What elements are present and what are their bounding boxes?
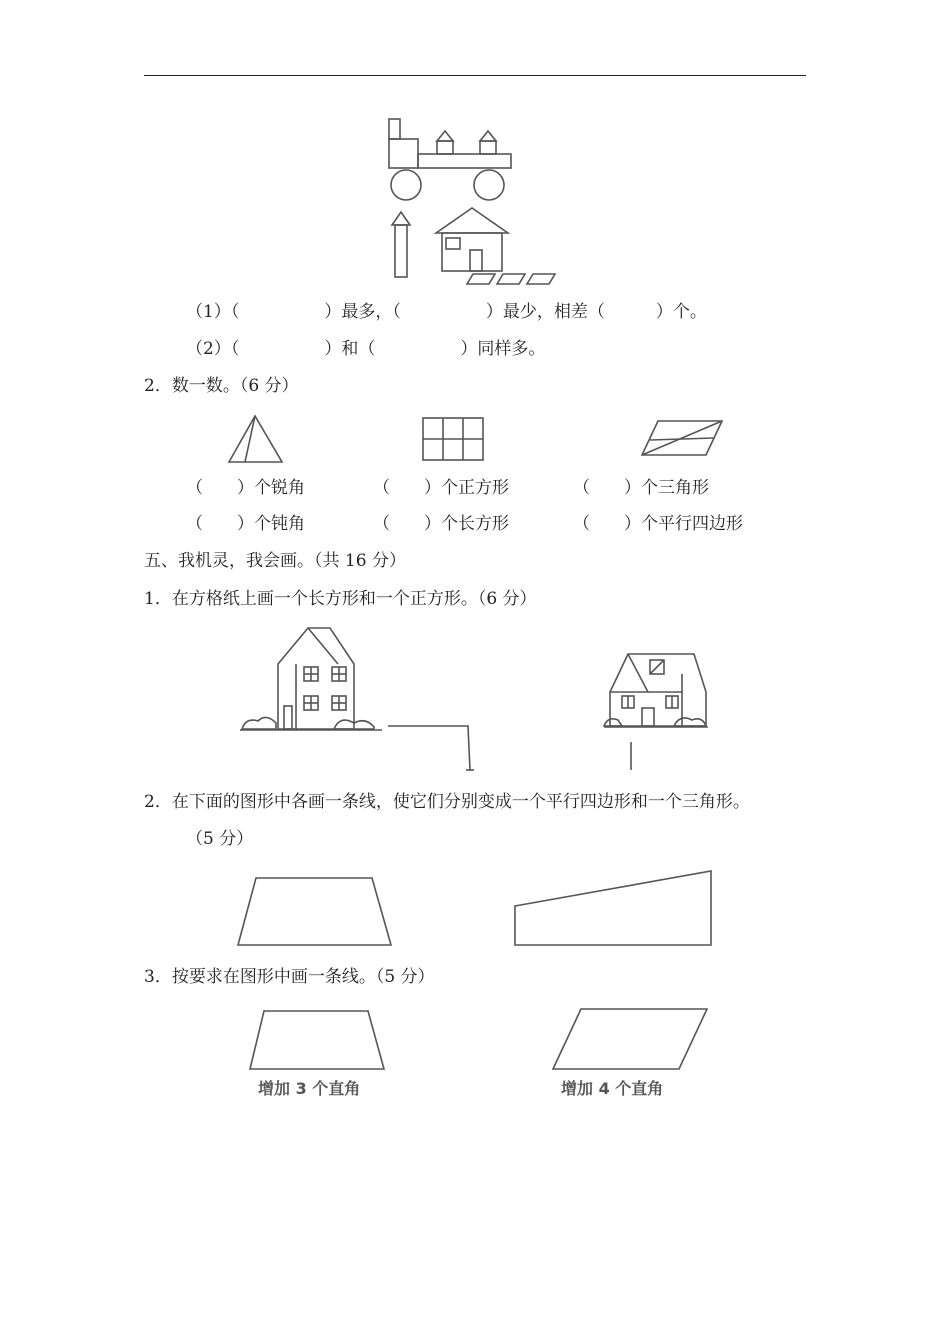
grid-rectangles-figure	[421, 416, 485, 462]
q5-1-title: 1．在方格纸上画一个长方形和一个正方形。（6 分）	[144, 589, 537, 609]
trapezoid-figure	[236, 875, 394, 948]
caption-add-3-right-angles: 增加 3 个直角	[258, 1079, 361, 1098]
q5-2-title: 2．在下面的图形中各画一条线，使它们分别变成一个平行四边形和一个三角形。	[144, 792, 750, 812]
parallelogram-figure	[551, 1006, 709, 1103]
q4-1-sub1: （1）（ ）最多，（ ）最少，相差（ ）个。	[186, 302, 707, 322]
count-acute-angles: （ ）个锐角	[186, 478, 305, 498]
q4-2-title: 2．数一数。（6 分）	[144, 376, 299, 396]
parallelogram-triangles-figure	[640, 418, 724, 458]
count-obtuse-angles: （ ）个钝角	[186, 514, 305, 534]
count-squares: （ ）个正方形	[373, 478, 509, 498]
houses-figure	[238, 624, 708, 774]
q5-3-title: 3．按要求在图形中画一条线。（5 分）	[144, 967, 435, 987]
section5-title: 五、我机灵，我会画。（共 16 分）	[144, 551, 406, 571]
count-rectangles: （ ）个长方形	[373, 514, 509, 534]
header-rule	[144, 75, 806, 76]
q5-2-score: （5 分）	[186, 829, 254, 849]
count-parallelograms: （ ）个平行四边形	[573, 514, 743, 534]
triangle-angles-figure	[225, 413, 287, 465]
caption-add-4-right-angles: 增加 4 个直角	[561, 1079, 664, 1098]
right-trapezoid-figure	[512, 868, 714, 948]
q4-1-sub2: （2）（ ）和（ ）同样多。	[186, 339, 546, 359]
shape-composition-figure	[380, 115, 580, 285]
isosceles-trapezoid-figure	[248, 1008, 388, 1103]
count-triangles: （ ）个三角形	[573, 478, 709, 498]
